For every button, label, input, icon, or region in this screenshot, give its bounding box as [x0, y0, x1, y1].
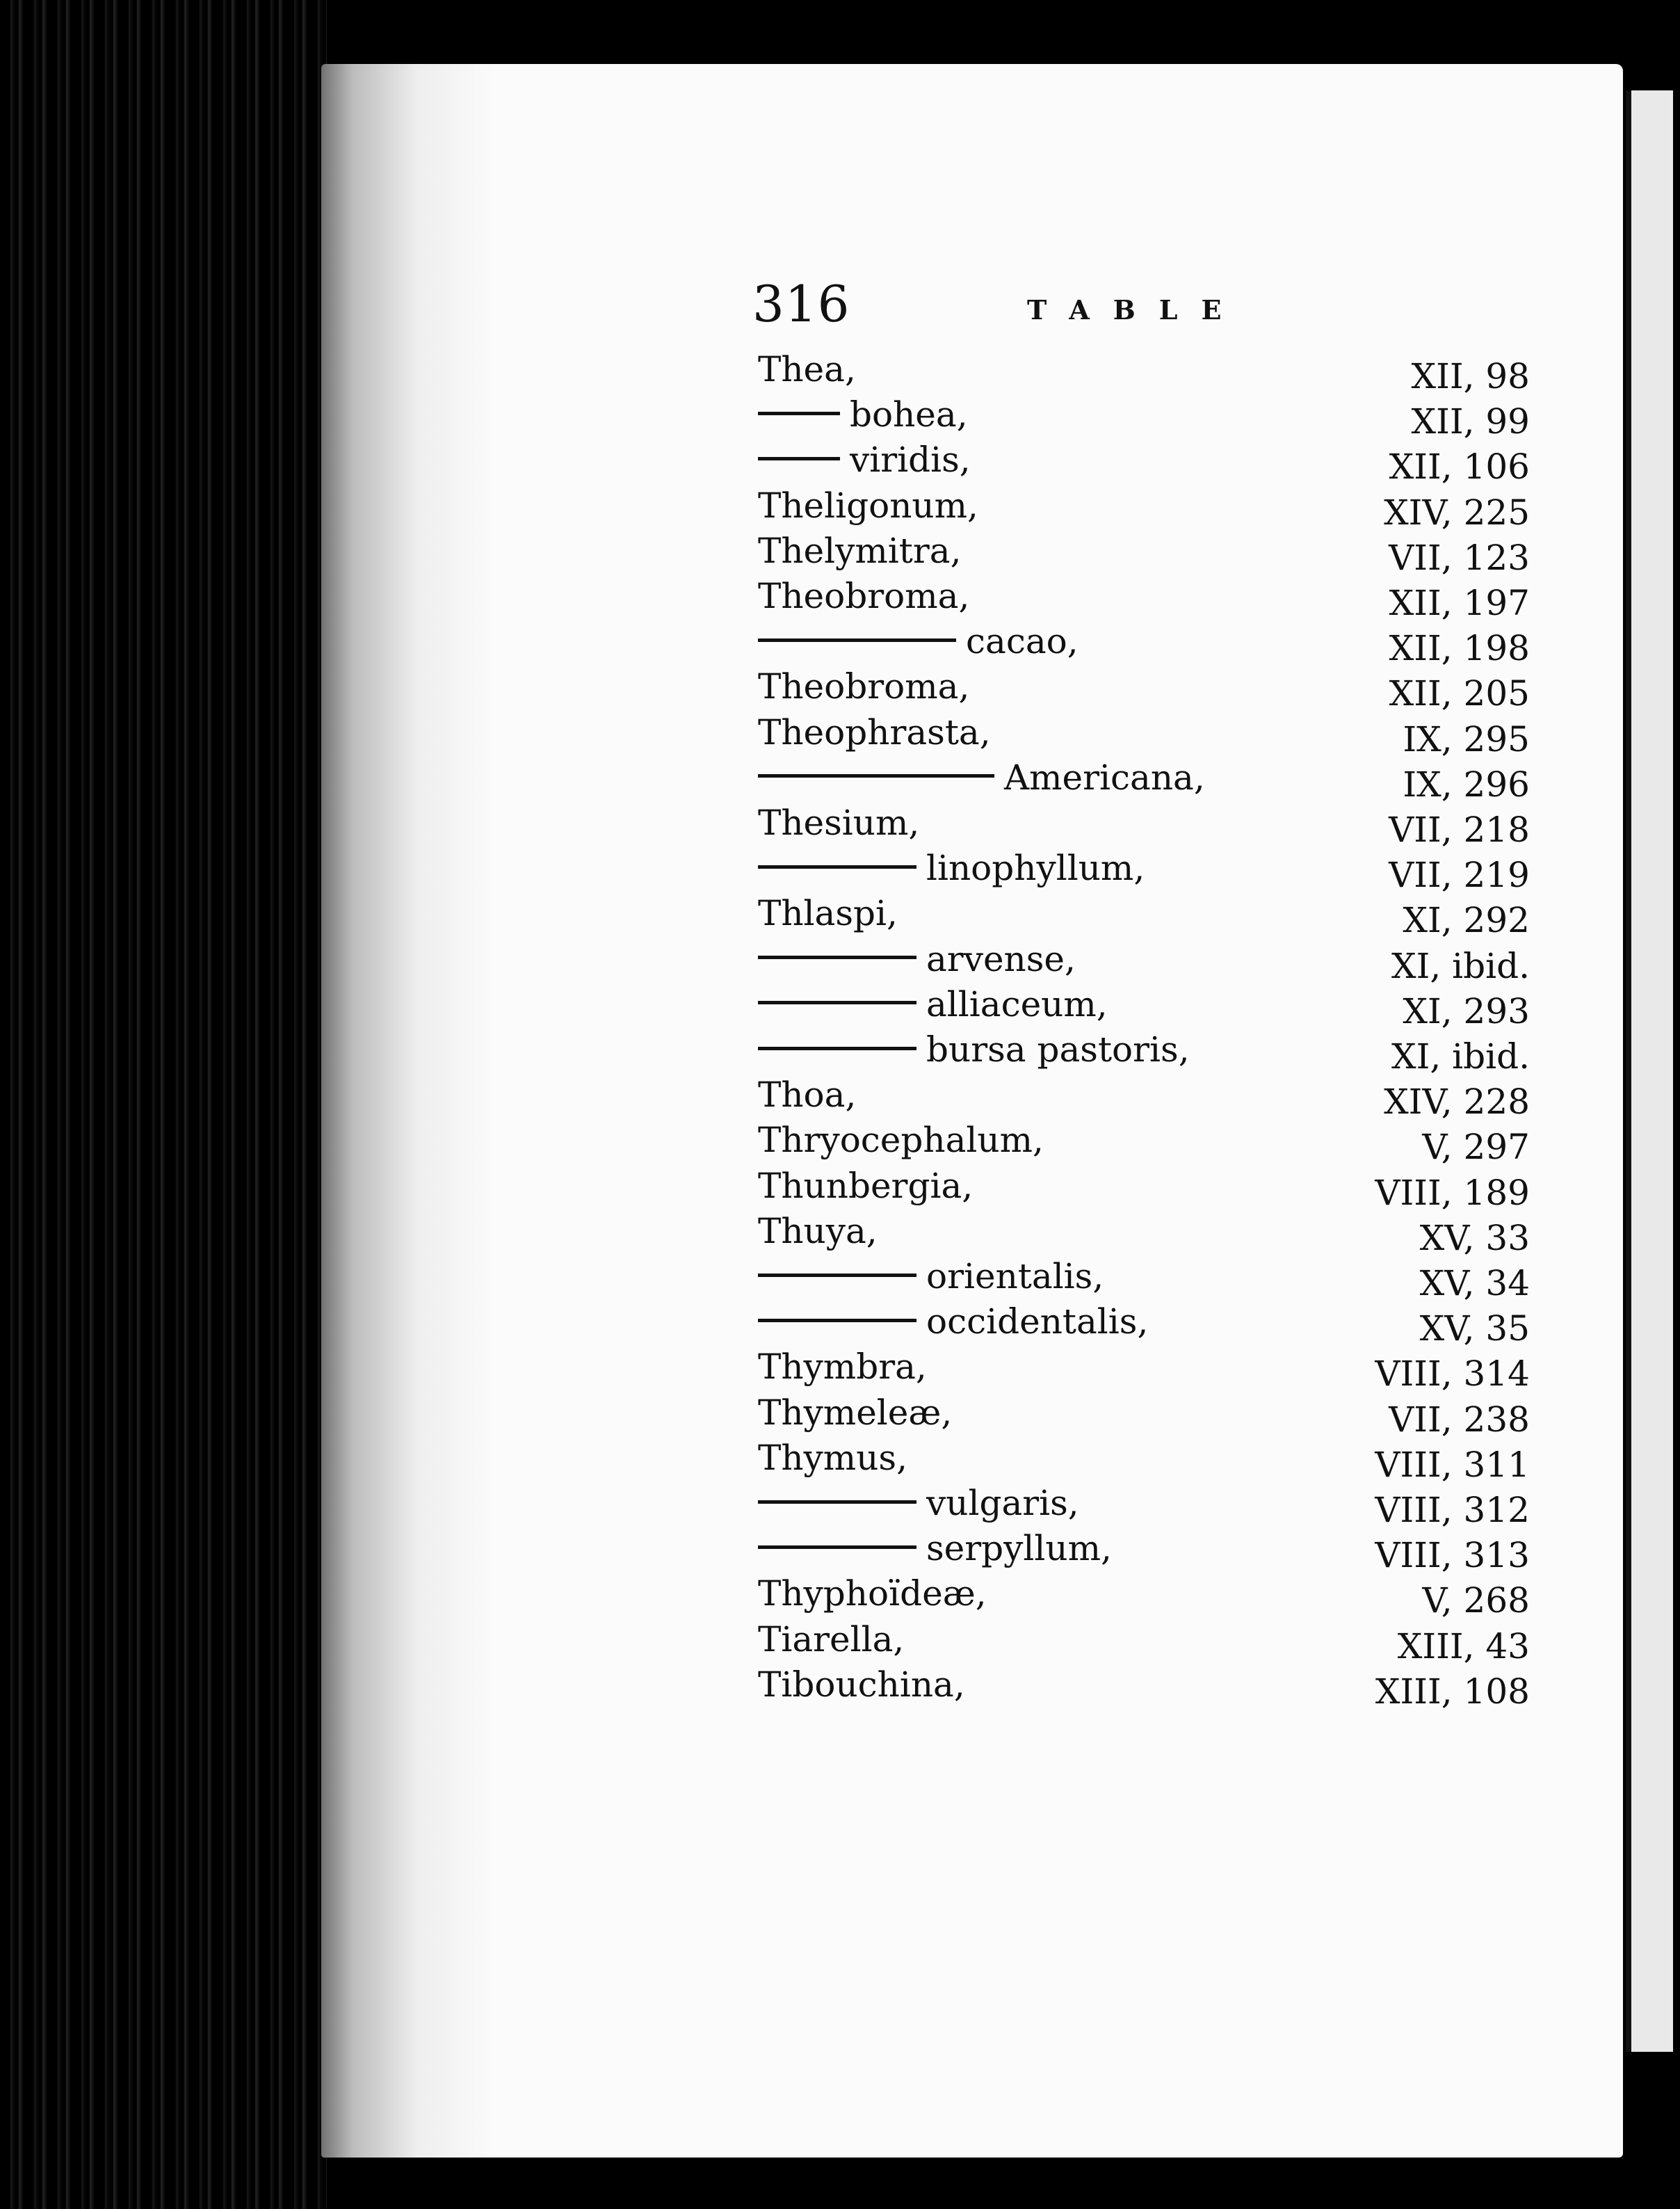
index-entry [758, 529, 1530, 578]
entry-reference: XI, ibid. [1391, 945, 1530, 986]
entry-reference: V, 297 [1422, 1127, 1530, 1168]
index-subentry-name [758, 938, 1076, 981]
index-entry [758, 938, 1530, 986]
index-entry [758, 801, 1530, 850]
ditto-dash [758, 1274, 916, 1277]
entry-reference: VII, 123 [1389, 537, 1530, 578]
entry-label: Thymeleæ, [758, 1392, 953, 1433]
entry-label: Tiarella, [758, 1618, 905, 1660]
entry-reference: XII, 197 [1389, 583, 1530, 623]
entry-label: alliaceum, [926, 983, 1108, 1025]
entry-reference: XIV, 228 [1384, 1082, 1530, 1123]
index-entry [758, 438, 1530, 488]
entry-reference: XIV, 225 [1384, 492, 1530, 533]
index-entry-name [758, 1391, 952, 1434]
entry-label: arvense, [926, 938, 1076, 979]
entry-label: Thelymitra, [758, 530, 962, 571]
entry-reference: VIII, 312 [1375, 1490, 1530, 1530]
entry-reference: XV, 35 [1419, 1308, 1530, 1349]
index-entry-name [758, 665, 969, 708]
index-entry [758, 756, 1530, 805]
entry-label: Thymbra, [758, 1347, 927, 1388]
index-entry [758, 393, 1530, 442]
entry-label: Thryocephalum, [758, 1120, 1044, 1161]
entry-reference: VIII, 311 [1375, 1444, 1530, 1485]
ditto-dash [758, 638, 956, 642]
ditto-dash [758, 1500, 916, 1504]
entry-reference: VIII, 189 [1375, 1172, 1530, 1213]
index-subentry-name [758, 1255, 1104, 1298]
entry-reference: VIII, 313 [1375, 1535, 1530, 1576]
index-entry [758, 620, 1530, 669]
entry-label: orientalis, [926, 1256, 1104, 1296]
index-subentry-name [758, 620, 1079, 663]
index-entry [758, 1345, 1530, 1395]
index-entry-name [758, 801, 919, 844]
index-entry-name [758, 892, 898, 935]
index-entry [758, 1481, 1530, 1530]
entry-label: Tibouchina, [758, 1664, 965, 1705]
entry-label: cacao, [966, 621, 1079, 662]
index-subentry-name [758, 1527, 1112, 1570]
entry-label: Theobroma, [758, 666, 970, 707]
index-entry-name [758, 1118, 1044, 1162]
index-entry [758, 484, 1530, 533]
entry-reference: XIII, 108 [1375, 1671, 1530, 1712]
index-entry [758, 892, 1530, 941]
index-entry [758, 1164, 1530, 1213]
index-entry [758, 1300, 1530, 1349]
index-subentry-name [758, 438, 971, 481]
entry-label: Theligonum, [758, 485, 978, 526]
ditto-dash [758, 865, 916, 869]
entry-label: Theophrasta, [758, 712, 991, 753]
index-entry-name [758, 575, 969, 618]
entry-label: serpyllum, [926, 1528, 1112, 1569]
index-subentry-name [758, 756, 1205, 799]
index-subentry-name [758, 846, 1145, 890]
index-entry-name [758, 1436, 907, 1479]
ditto-dash [758, 774, 994, 778]
ditto-dash [758, 1545, 916, 1549]
index-entry [758, 1527, 1530, 1576]
index-entry-name [758, 1345, 927, 1388]
entry-label: linophyllum, [926, 848, 1145, 889]
entry-reference: XI, 293 [1403, 990, 1530, 1031]
entry-reference: XI, ibid. [1391, 1036, 1530, 1077]
entry-label: Thunbergia, [758, 1165, 974, 1206]
entry-reference: VII, 218 [1389, 810, 1530, 850]
index-subentry-name [758, 1028, 1190, 1071]
index-subentry-name [758, 1300, 1148, 1343]
entry-label: Americana, [1004, 757, 1205, 798]
entry-reference: XIII, 43 [1397, 1625, 1530, 1666]
index-entry [758, 1436, 1530, 1485]
entry-label: Thymus, [758, 1437, 907, 1478]
ditto-dash [758, 1319, 916, 1322]
entry-label: Thyphoïdeæ, [758, 1573, 987, 1614]
index-entry [758, 1663, 1530, 1712]
index-entry [758, 711, 1530, 760]
index-entry [758, 1028, 1530, 1077]
entry-label: bohea, [850, 394, 968, 435]
index-subentry-name [758, 1481, 1079, 1525]
entry-label: Thea, [758, 349, 856, 389]
index-entry-name [758, 1618, 904, 1661]
index-entry [758, 1118, 1530, 1168]
index-entry [758, 1391, 1530, 1440]
entry-reference: XII, 205 [1389, 673, 1530, 714]
index-entry-name [758, 1663, 965, 1706]
index-entry-name [758, 484, 978, 527]
index-entry-name [758, 1164, 973, 1207]
index-entry [758, 846, 1530, 896]
ditto-dash [758, 412, 840, 415]
index-entry [758, 983, 1530, 1029]
entry-reference: VIII, 314 [1375, 1353, 1530, 1395]
entry-label: Thesium, [758, 803, 920, 843]
index-entry-name [758, 529, 961, 572]
index-entry-name [758, 1073, 856, 1116]
index-entry [758, 575, 1530, 623]
ditto-dash [758, 1001, 916, 1004]
index-entry [758, 665, 1530, 714]
index-entry-name [758, 348, 856, 391]
entry-reference: XII, 98 [1411, 356, 1530, 396]
running-head: TABLE [1027, 294, 1245, 326]
entry-label: vulgaris, [926, 1483, 1079, 1523]
entry-label: viridis, [850, 440, 971, 481]
index-entry [758, 1618, 1530, 1664]
index-entry-name [758, 1210, 878, 1253]
entry-reference: IX, 295 [1403, 718, 1530, 760]
ditto-dash [758, 1047, 916, 1050]
index-entry [758, 348, 1530, 394]
entry-label: Thuya, [758, 1210, 878, 1251]
entry-label: bursa pastoris, [926, 1029, 1190, 1070]
index-subentry-name [758, 983, 1108, 1026]
index-entry-name [758, 711, 991, 754]
entry-reference: XI, 292 [1403, 900, 1530, 941]
index-entry [758, 1255, 1530, 1301]
entry-label: Theobroma, [758, 576, 970, 616]
entry-reference: XII, 106 [1389, 447, 1530, 488]
entry-reference: IX, 296 [1403, 764, 1530, 805]
index-entry [758, 1073, 1530, 1123]
page-number: 316 [752, 275, 850, 333]
entry-reference: XV, 34 [1419, 1263, 1530, 1303]
index-entry [758, 1572, 1530, 1621]
entry-reference: V, 268 [1422, 1580, 1530, 1621]
entry-reference: XII, 99 [1411, 401, 1530, 442]
index-entry-name [758, 1572, 987, 1615]
entry-reference: XV, 33 [1419, 1217, 1530, 1258]
index-entry [758, 1210, 1530, 1258]
index-subentry-name [758, 393, 968, 436]
entry-reference: VII, 238 [1389, 1399, 1530, 1440]
entry-label: Thoa, [758, 1075, 857, 1116]
entry-reference: VII, 219 [1389, 855, 1530, 896]
ditto-dash [758, 457, 840, 460]
entry-label: occidentalis, [926, 1301, 1149, 1342]
entry-label: Thlaspi, [758, 893, 898, 934]
entry-reference: XII, 198 [1389, 628, 1530, 669]
ditto-dash [758, 956, 916, 959]
